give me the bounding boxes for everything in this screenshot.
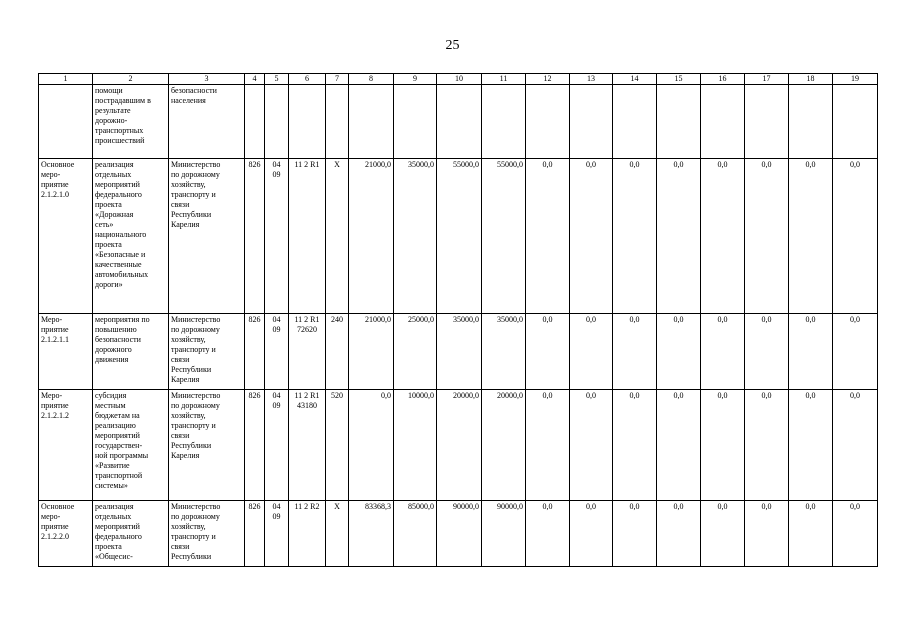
- table-cell: [326, 85, 349, 159]
- table-cell: Х: [326, 159, 349, 314]
- table-cell: [613, 85, 657, 159]
- page-number: 25: [445, 38, 460, 53]
- table-cell: мероприятия по повышению безопасности дорожного движения: [93, 314, 169, 390]
- table-cell: 826: [245, 159, 265, 314]
- table-cell: 10000,0: [394, 390, 437, 501]
- table-cell: 0,0: [657, 314, 701, 390]
- col-header-8: 8: [349, 74, 394, 85]
- table-cell: 826: [245, 314, 265, 390]
- col-header-10: 10: [437, 74, 482, 85]
- table-cell: 0,0: [613, 314, 657, 390]
- table-cell: безопасности населения: [169, 85, 245, 159]
- table-cell: 11 2 R1 72620: [289, 314, 326, 390]
- table-cell: Меро- приятие 2.1.2.1.1: [39, 314, 93, 390]
- table-cell: 0,0: [526, 390, 570, 501]
- table-cell: 520: [326, 390, 349, 501]
- table-cell: Министерство по дорожному хозяйству, транспорту и связи Республики Карелия: [169, 390, 245, 501]
- table-cell: [265, 85, 289, 159]
- table-cell: 0,0: [833, 159, 878, 314]
- table-cell: 240: [326, 314, 349, 390]
- table-cell: 0,0: [526, 501, 570, 567]
- col-header-12: 12: [526, 74, 570, 85]
- table-row: [39, 390, 878, 501]
- table-cell: 826: [245, 390, 265, 501]
- table-cell: 0,0: [745, 501, 789, 567]
- table-cell: 0,0: [657, 159, 701, 314]
- table-cell: Меро- приятие 2.1.2.1.2: [39, 390, 93, 501]
- table-cell: 0,0: [526, 159, 570, 314]
- table-cell: 85000,0: [394, 501, 437, 567]
- col-header-6: 6: [289, 74, 326, 85]
- table-cell: 0,0: [570, 314, 613, 390]
- table-cell: 83368,3: [349, 501, 394, 567]
- table-cell: 0,0: [526, 314, 570, 390]
- table-cell: 90000,0: [482, 501, 526, 567]
- table-cell: 21000,0: [349, 159, 394, 314]
- col-header-3: 3: [169, 74, 245, 85]
- col-header-19: 19: [833, 74, 878, 85]
- table-cell: 0,0: [745, 314, 789, 390]
- table-cell: 0,0: [613, 390, 657, 501]
- table-cell: 35000,0: [437, 314, 482, 390]
- table-cell: 0,0: [789, 501, 833, 567]
- table-cell: 25000,0: [394, 314, 437, 390]
- table-row: [39, 159, 878, 314]
- table-cell: 826: [245, 501, 265, 567]
- table-cell: Основное меро- приятие 2.1.2.2.0: [39, 501, 93, 567]
- table-cell: 0,0: [701, 159, 745, 314]
- table-cell: субсидия местным бюджетам на реализацию мероприятий государствен- ной программы «Развитие транспортной системы»: [93, 390, 169, 501]
- col-header-14: 14: [613, 74, 657, 85]
- table-cell: [833, 85, 878, 159]
- table-cell: 0,0: [657, 390, 701, 501]
- col-header-5: 5: [265, 74, 289, 85]
- table-cell: 0,0: [745, 390, 789, 501]
- table-cell: Х: [326, 501, 349, 567]
- table-cell: Основное меро- приятие 2.1.2.1.0: [39, 159, 93, 314]
- table-cell: 0,0: [570, 159, 613, 314]
- table-cell: 04 09: [265, 314, 289, 390]
- table-cell: [657, 85, 701, 159]
- col-header-13: 13: [570, 74, 613, 85]
- table-cell: 20000,0: [482, 390, 526, 501]
- col-header-17: 17: [745, 74, 789, 85]
- col-header-15: 15: [657, 74, 701, 85]
- table-cell: Министерство по дорожному хозяйству, транспорту и связи Республики Карелия: [169, 314, 245, 390]
- table-cell: реализация отдельных мероприятий федерального проекта «Общесис-: [93, 501, 169, 567]
- table-cell: 35000,0: [394, 159, 437, 314]
- table-cell: 11 2 R1 43180: [289, 390, 326, 501]
- col-header-2: 2: [93, 74, 169, 85]
- table-cell: 0,0: [789, 314, 833, 390]
- table-cell: 0,0: [833, 501, 878, 567]
- header-row: [39, 74, 878, 85]
- col-header-18: 18: [789, 74, 833, 85]
- table-cell: 35000,0: [482, 314, 526, 390]
- table-cell: 0,0: [570, 390, 613, 501]
- table-cell: 0,0: [613, 501, 657, 567]
- table-cell: Министерство по дорожному хозяйству, транспорту и связи Республики Карелия: [169, 159, 245, 314]
- table-cell: 20000,0: [437, 390, 482, 501]
- col-header-16: 16: [701, 74, 745, 85]
- table-cell: 04 09: [265, 501, 289, 567]
- table-cell: 0,0: [789, 390, 833, 501]
- col-header-4: 4: [245, 74, 265, 85]
- table-cell: 0,0: [833, 314, 878, 390]
- table-cell: [394, 85, 437, 159]
- table-cell: [289, 85, 326, 159]
- table-cell: [526, 85, 570, 159]
- col-header-11: 11: [482, 74, 526, 85]
- col-header-7: 7: [326, 74, 349, 85]
- table-cell: 0,0: [657, 501, 701, 567]
- table-cell: 0,0: [701, 501, 745, 567]
- table-cell: 0,0: [349, 390, 394, 501]
- table-cell: 55000,0: [437, 159, 482, 314]
- table-cell: [745, 85, 789, 159]
- table-cell: [701, 85, 745, 159]
- table-cell: 0,0: [745, 159, 789, 314]
- table-cell: [789, 85, 833, 159]
- table-cell: [437, 85, 482, 159]
- table-cell: [245, 85, 265, 159]
- budget-table: [38, 73, 878, 567]
- table-cell: 0,0: [570, 501, 613, 567]
- table-cell: 0,0: [701, 314, 745, 390]
- table-row: [39, 501, 878, 567]
- table-cell: [570, 85, 613, 159]
- table-cell: 04 09: [265, 390, 289, 501]
- table-cell: 0,0: [701, 390, 745, 501]
- table-cell: 0,0: [789, 159, 833, 314]
- table-cell: [482, 85, 526, 159]
- table-cell: [349, 85, 394, 159]
- col-header-1: 1: [39, 74, 93, 85]
- col-header-9: 9: [394, 74, 437, 85]
- table-cell: 0,0: [613, 159, 657, 314]
- table-cell: 04 09: [265, 159, 289, 314]
- table-cell: реализация отдельных мероприятий федерального проекта «Дорожная сеть» национального проекта «Безопасные и качественные автомобильных дороги»: [93, 159, 169, 314]
- table-cell: Министерство по дорожному хозяйству, транспорту и связи Республики: [169, 501, 245, 567]
- table-cell: 11 2 R2: [289, 501, 326, 567]
- table-cell: 55000,0: [482, 159, 526, 314]
- table-row: [39, 85, 878, 159]
- table-cell: помощи пострадавшим в результате дорожно- транспортных происшествий: [93, 85, 169, 159]
- table-row: [39, 314, 878, 390]
- table-cell: 0,0: [833, 390, 878, 501]
- table-cell: 11 2 R1: [289, 159, 326, 314]
- table-cell: 90000,0: [437, 501, 482, 567]
- table-cell: [39, 85, 93, 159]
- table-cell: 21000,0: [349, 314, 394, 390]
